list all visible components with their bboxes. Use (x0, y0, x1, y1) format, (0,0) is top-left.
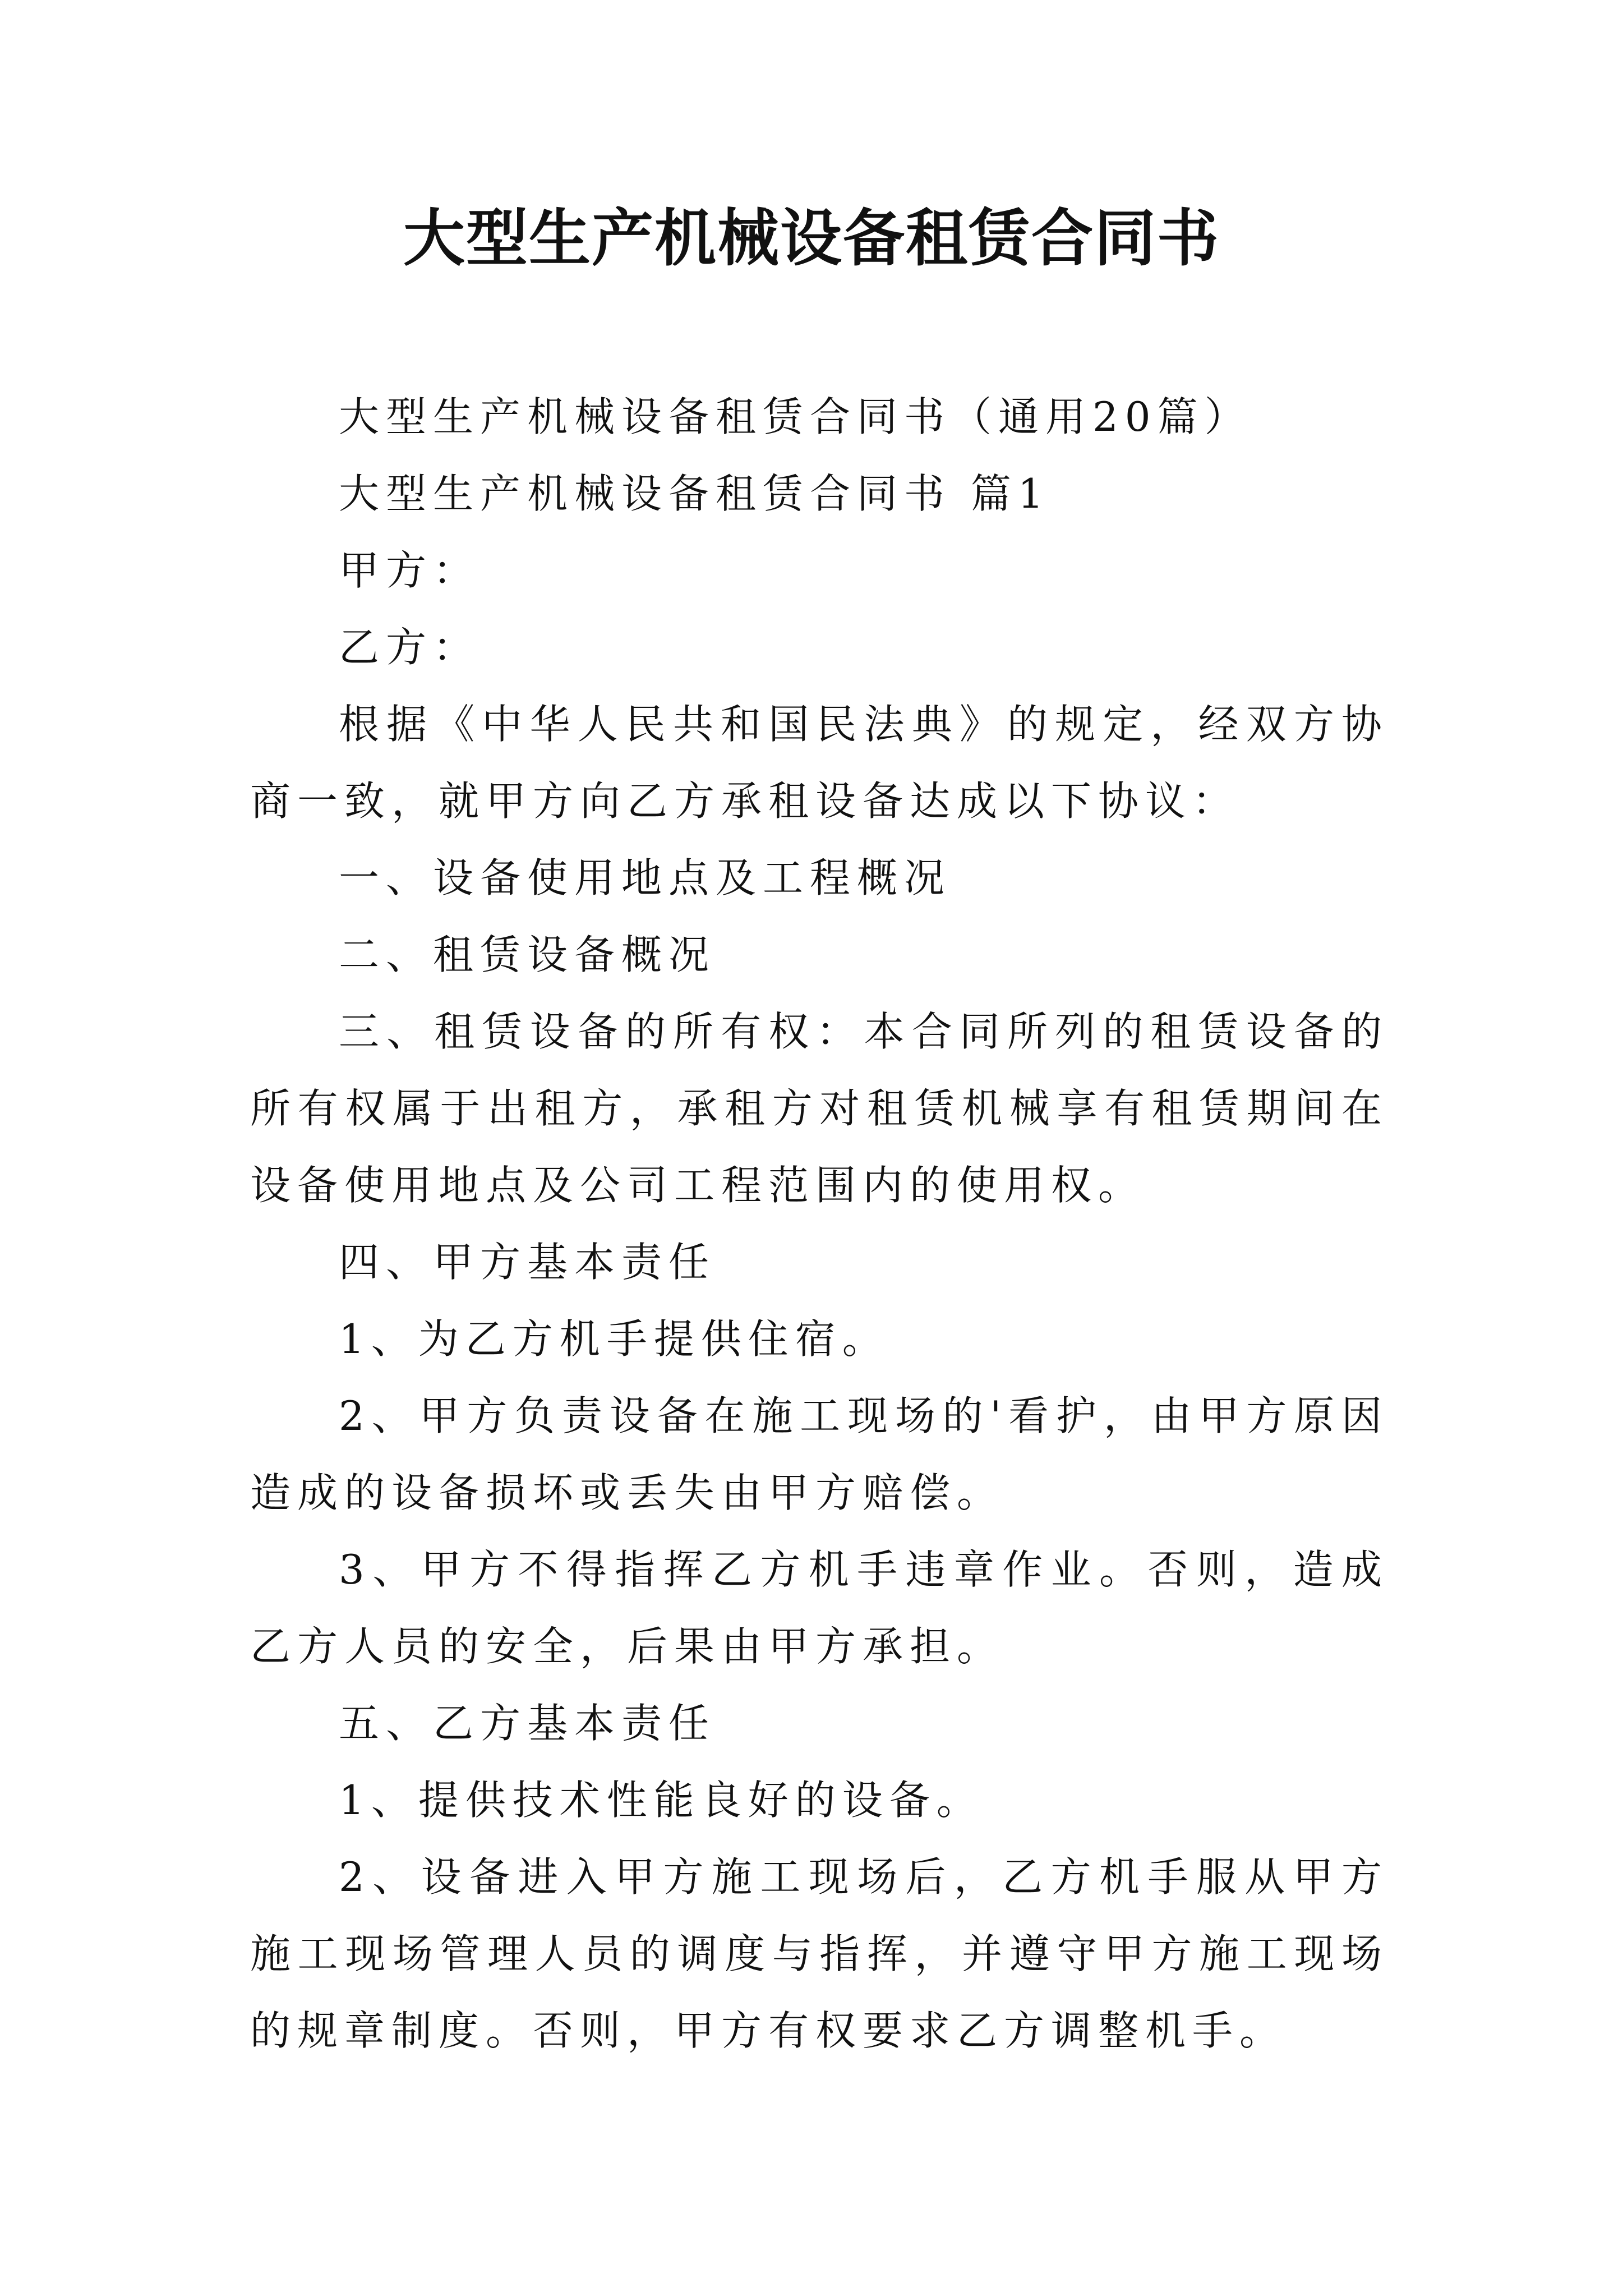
section-3-ownership: 三、租赁设备的所有权：本合同所列的租赁设备的所有权属于出租方，承租方对租赁机械享有租赁期间在设备使用地点及公司工程范围内的使用权。 (250, 1008, 1389, 1209)
paragraph-party-b: 乙方： (339, 624, 481, 671)
paragraph-chapter-heading: 大型生产机械设备租赁合同书 篇1 (339, 470, 1050, 517)
clause-5-1: 1、提供技术性能良好的设备。 (339, 1777, 984, 1824)
clause-4-3: 3、甲方不得指挥乙方机手违章作业。否则，造成乙方人员的安全，后果由甲方承担。 (250, 1546, 1389, 1670)
clause-4-1: 1、为乙方机手提供住宿。 (339, 1315, 889, 1363)
section-heading-2: 二、租赁设备概况 (339, 931, 716, 978)
paragraph-subtitle: 大型生产机械设备租赁合同书（通用20篇） (339, 393, 1252, 440)
clause-5-2: 2、设备进入甲方施工现场后，乙方机手服从甲方施工现场管理人员的调度与指挥，并遵守甲方施工现场的规章制度。否则，甲方有权要求乙方调整机手。 (250, 1853, 1389, 2054)
section-heading-4: 四、甲方基本责任 (339, 1239, 716, 1286)
section-heading-5: 五、乙方基本责任 (339, 1700, 716, 1747)
paragraph-preamble: 根据《中华人民共和国民法典》的规定，经双方协商一致，就甲方向乙方承租设备达成以下协议： (250, 701, 1389, 825)
clause-4-2: 2、甲方负责设备在施工现场的'看护，由甲方原因造成的设备损坏或丢失由甲方赔偿。 (250, 1392, 1389, 1516)
document-body (250, 379, 1389, 2069)
document-title: 大型生产机械设备租赁合同书 (403, 202, 1220, 274)
section-heading-1: 一、设备使用地点及工程概况 (339, 854, 952, 901)
paragraph-party-a: 甲方： (339, 547, 481, 594)
